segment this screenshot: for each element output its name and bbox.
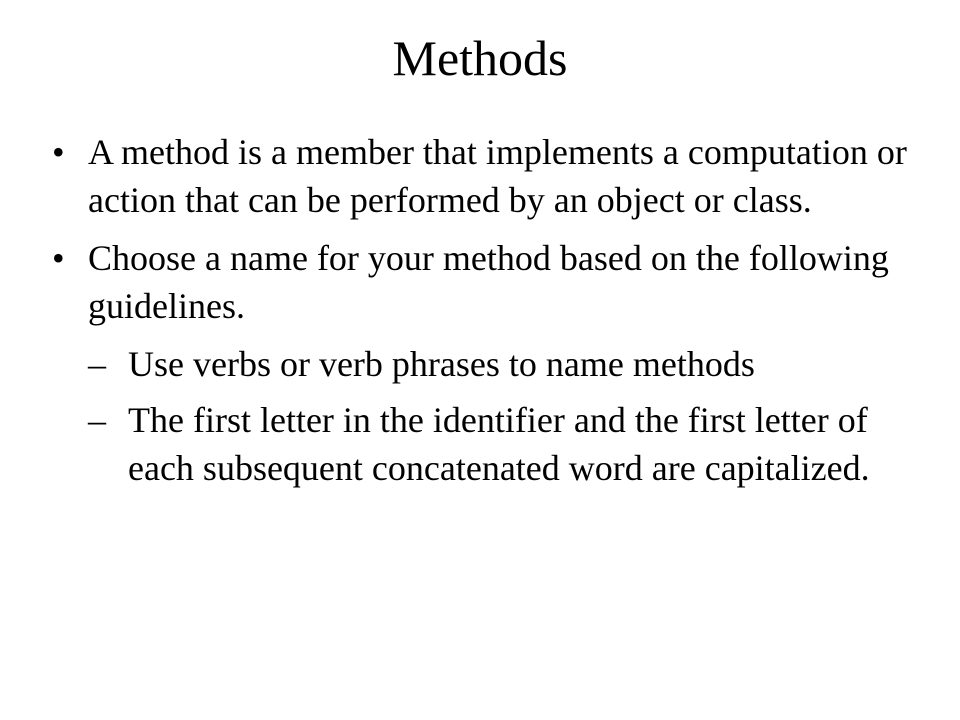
bullet-marker: •	[52, 132, 65, 172]
dash-marker: –	[88, 344, 106, 384]
bullet-item	[52, 234, 912, 330]
sub-bullet-item	[52, 340, 912, 388]
slide-title: Methods	[392, 30, 568, 86]
dash-marker: –	[88, 400, 106, 440]
slide-body	[52, 128, 912, 500]
bullet-text: Choose a name for your method based on the following guidelines.	[88, 238, 889, 326]
sub-bullet-list	[52, 340, 912, 492]
sub-bullet-text: The first letter in the identifier and the first letter of each subsequent concatenated word are capitalized.	[128, 400, 870, 488]
bullet-marker: •	[52, 238, 65, 278]
bullet-item	[52, 128, 912, 224]
bullet-text: A method is a member that implements a computation or action that can be performed by an object or class.	[88, 132, 907, 220]
sub-bullet-item	[52, 396, 912, 492]
sub-bullet-text: Use verbs or verb phrases to name methods	[128, 344, 755, 384]
